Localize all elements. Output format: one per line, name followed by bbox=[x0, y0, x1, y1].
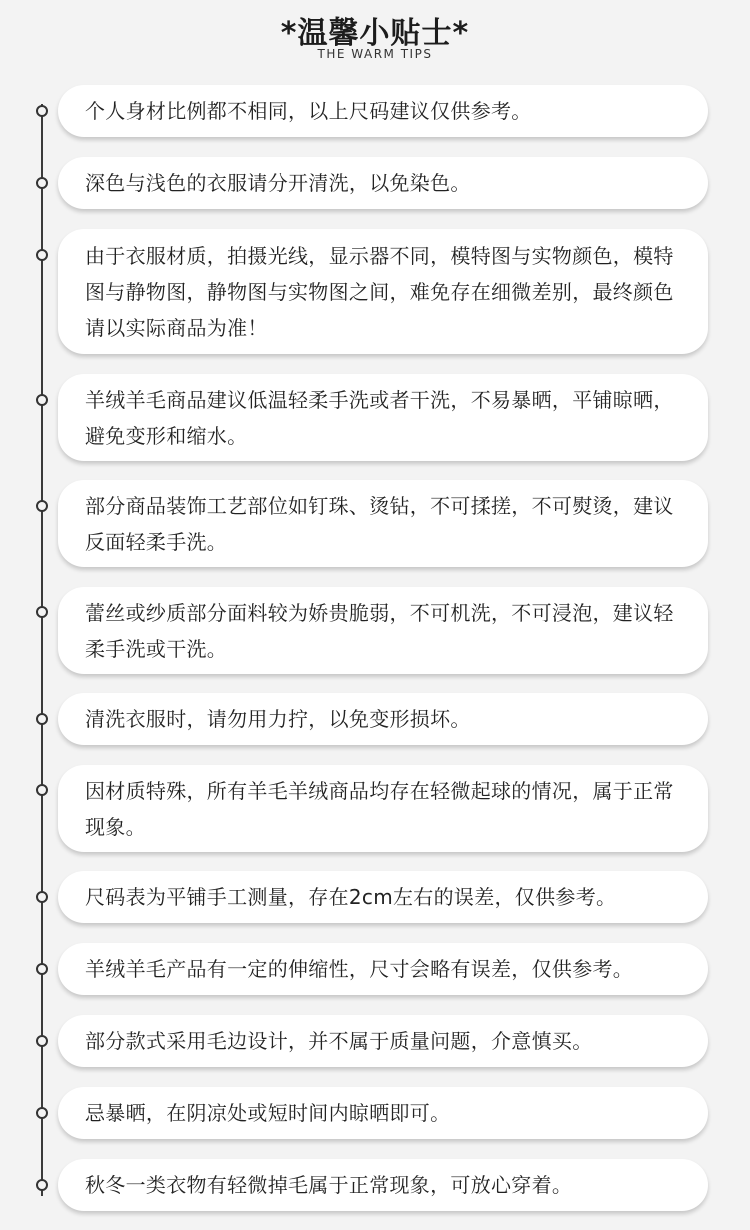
timeline-dot bbox=[36, 177, 48, 189]
tip-text: 因材质特殊，所有羊毛羊绒商品均存在轻微起球的情况，属于正常现象。 bbox=[85, 778, 674, 839]
timeline-dot bbox=[36, 394, 48, 406]
tip-card bbox=[58, 157, 708, 209]
tip-card bbox=[58, 229, 708, 354]
timeline-dot bbox=[36, 249, 48, 261]
tip-text: 蕾丝或纱质部分面料较为娇贵脆弱，不可机洗，不可浸泡，建议轻柔手洗或干洗。 bbox=[85, 600, 674, 661]
tip-card bbox=[58, 871, 708, 923]
tip-card bbox=[58, 587, 708, 674]
tip-text: 部分商品装饰工艺部位如钉珠、烫钻，不可揉搓，不可熨烫，建议反面轻柔手洗。 bbox=[85, 493, 674, 554]
timeline-dot bbox=[36, 606, 48, 618]
timeline-dot bbox=[36, 1107, 48, 1119]
tip-card bbox=[58, 1087, 708, 1139]
timeline-dot bbox=[36, 713, 48, 725]
tip-text: 部分款式采用毛边设计，并不属于质量问题，介意慎买。 bbox=[85, 1029, 593, 1053]
tip-text: 羊绒羊毛产品有一定的伸缩性，尺寸会略有误差，仅供参考。 bbox=[85, 957, 634, 981]
tip-text: 清洗衣服时，请勿用力拧，以免变形损坏。 bbox=[85, 707, 471, 731]
tip-text: 尺码表为平铺手工测量，存在2cm左右的误差，仅供参考。 bbox=[85, 885, 617, 909]
tip-card bbox=[58, 480, 708, 567]
tip-text: 羊绒羊毛商品建议低温轻柔手洗或者干洗，不易暴晒，平铺晾晒，避免变形和缩水。 bbox=[85, 387, 674, 448]
tip-card bbox=[58, 1159, 708, 1211]
tip-card bbox=[58, 693, 708, 745]
tip-text: 秋冬一类衣物有轻微掉毛属于正常现象，可放心穿着。 bbox=[85, 1173, 573, 1197]
tip-card bbox=[58, 943, 708, 995]
tip-card bbox=[58, 85, 708, 137]
timeline-dot bbox=[36, 891, 48, 903]
tip-text: 由于衣服材质，拍摄光线，显示器不同，模特图与实物颜色，模特图与静物图，静物图与实物图之间，难免存在细微差别，最终颜色请以实际商品为准！ bbox=[85, 243, 674, 340]
timeline-line bbox=[41, 104, 43, 1196]
tip-card bbox=[58, 1015, 708, 1067]
page-subtitle: THE WARM TIPS bbox=[317, 47, 433, 61]
tip-text: 忌暴晒，在阴凉处或短时间内晾晒即可。 bbox=[85, 1101, 451, 1125]
timeline-dot bbox=[36, 784, 48, 796]
timeline-dot bbox=[36, 105, 48, 117]
timeline-dot bbox=[36, 1035, 48, 1047]
timeline-dot bbox=[36, 963, 48, 975]
timeline-dot bbox=[36, 1179, 48, 1191]
tip-card bbox=[58, 765, 708, 852]
tip-text: 个人身材比例都不相同，以上尺码建议仅供参考。 bbox=[85, 99, 532, 123]
tip-text: 深色与浅色的衣服请分开清洗，以免染色。 bbox=[85, 171, 471, 195]
page-title: *温馨小贴士* bbox=[280, 16, 470, 51]
tip-card bbox=[58, 374, 708, 461]
timeline-dot bbox=[36, 500, 48, 512]
